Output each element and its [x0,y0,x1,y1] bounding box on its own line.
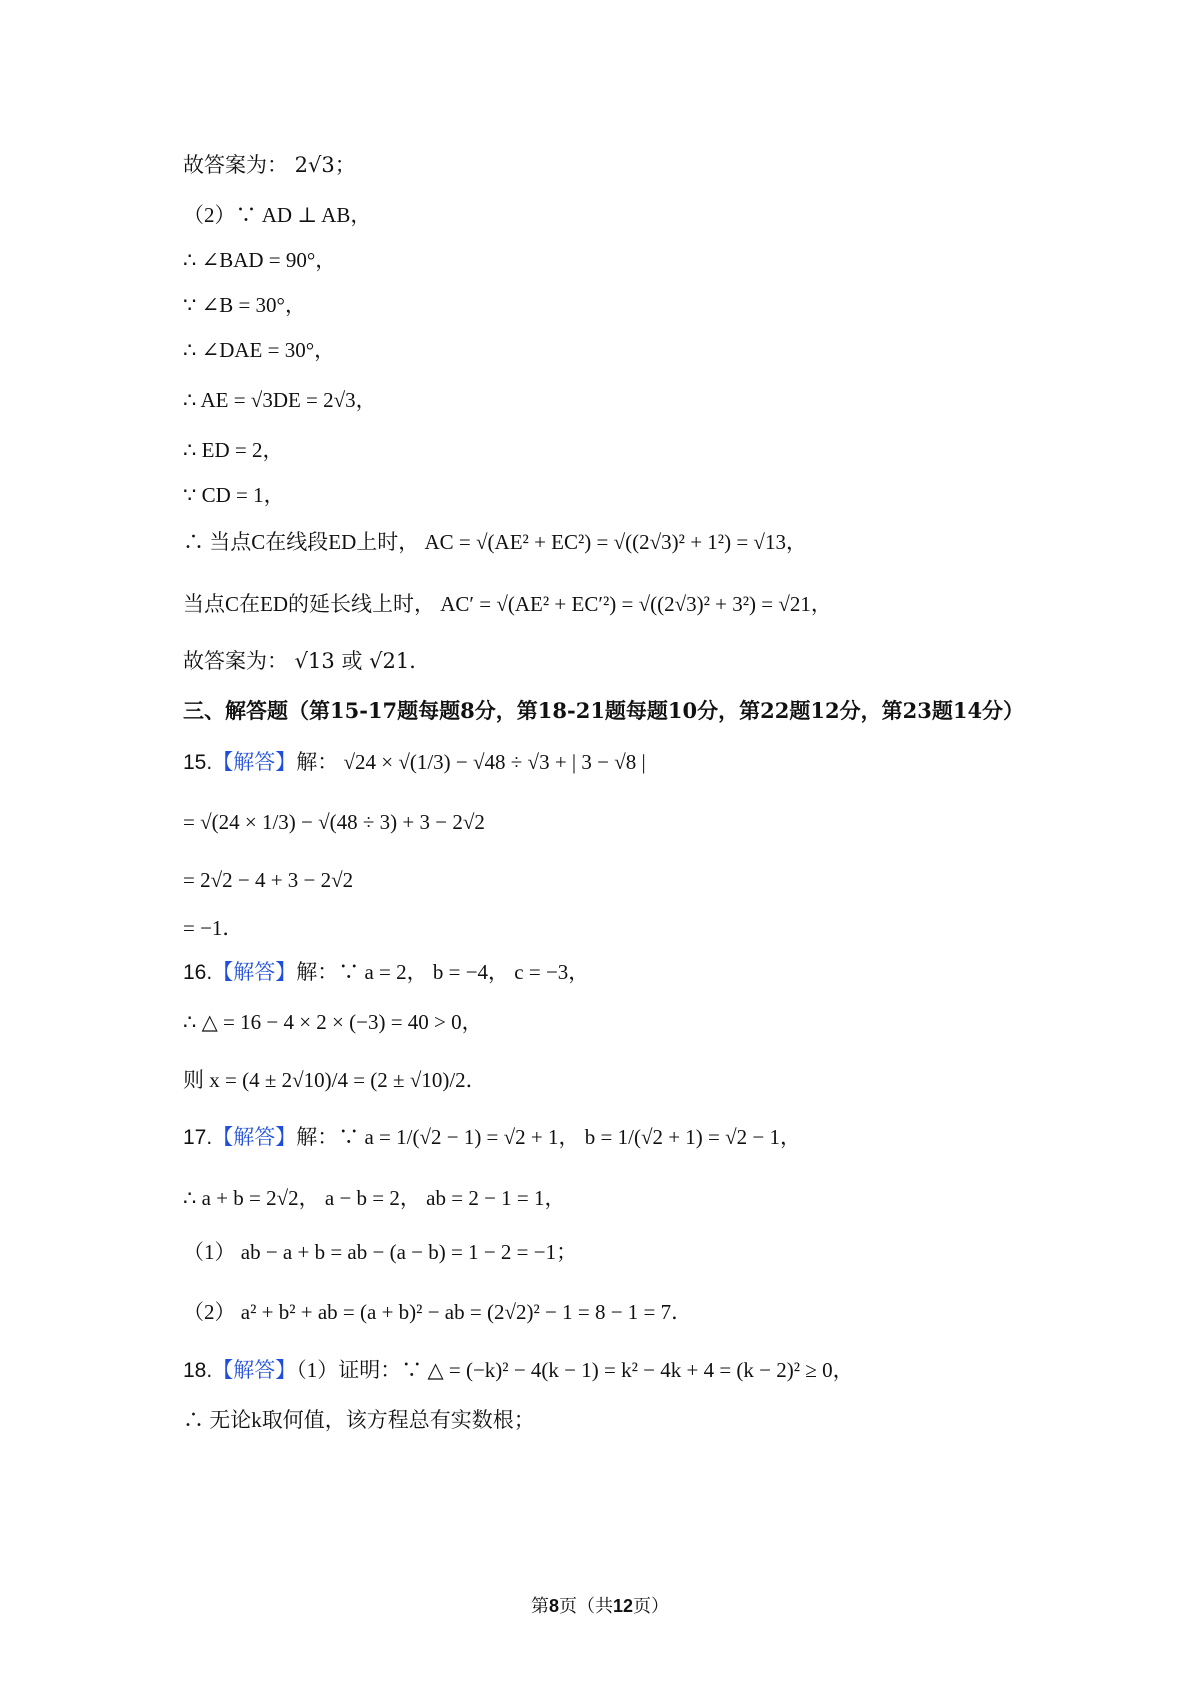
solution-step-2: （2）∵ AD ⊥ AB， [183,203,372,227]
problem-16-expression: 解：∵ a = 2， b = −4， c = −3， [296,960,590,984]
problem-17-number: 17. [183,1126,213,1149]
problem-18-line [183,1355,854,1386]
solution-step-4: ∵ ∠B = 30°， [183,293,306,317]
footer-page-number: 8 [548,1596,559,1616]
footer-middle: 页（共 [558,1596,613,1617]
problem-18-step-1: ∴ 无论k取何值，该方程总有实数根； [183,1408,535,1432]
problem-17-line [183,1122,801,1153]
problem-16-tag: 【解答】 [212,960,297,984]
problem-18-number: 18. [183,1359,213,1382]
problem-17-step-1: ∴ a + b = 2√2， a − b = 2， ab = 2 − 1 = 1， [183,1186,566,1210]
problem-15-expression: 解： √24 × √(1/3) − √48 ÷ √3 + | 3 − √8 | [296,750,646,774]
solution-step-7: ∴ ED = 2， [183,438,284,462]
problem-16-step-2: 则 x = (4 ± 2√10)/4 = (2 ± √10)/2． [183,1068,487,1092]
problem-15-line [183,747,646,778]
solution-step-3: ∴ ∠BAD = 90°， [183,248,337,272]
problem-15-step-1: = √(24 × 1/3) − √(48 ÷ 3) + 3 − 2√2 [183,810,485,834]
problem-16-number: 16. [183,961,213,984]
problem-18-expression: （1）证明：∵ △ = (−k)² − 4(k − 1) = k² − 4k + 4 = (k − 2)² ≥ 0， [296,1358,854,1382]
answer-line-1: 故答案为： 2√3； [183,153,356,177]
solution-step-8: ∵ CD = 1， [183,483,285,507]
section-heading: 三、解答题（第15-17题每题8分，第18-21题每题10分，第22题12分，第23题14分） [183,698,1025,723]
problem-17-expression: 解：∵ a = 1/(√2 − 1) = √2 + 1， b = 1/(√2 + 1) = √2 − 1， [296,1125,802,1149]
solution-step-9: ∴ 当点C在线段ED上时， AC = √(AE² + EC²) = √((2√3)² + 1²) = √13， [183,530,807,554]
solution-step-10: 当点C在ED的延长线上时， AC′ = √(AE² + EC′²) = √((2√3)² + 3²) = √21， [183,592,832,616]
answer-line-2: 故答案为： √13 或 √21． [183,649,431,673]
footer-prefix: 第 [530,1596,549,1617]
footer-suffix: 页） [633,1596,670,1617]
problem-18-tag: 【解答】 [212,1358,297,1382]
problem-15-step-2: = 2√2 − 4 + 3 − 2√2 [183,868,354,892]
problem-17-step-2: （1） ab − a + b = ab − (a − b) = 1 − 2 = −1； [183,1240,578,1264]
problem-15-step-3: = −1． [183,916,244,940]
problem-16-step-1: ∴ △ = 16 − 4 × 2 × (−3) = 40 > 0， [183,1010,483,1034]
page-footer [0,1592,1200,1618]
solution-step-5: ∴ ∠DAE = 30°， [183,338,336,362]
problem-15-tag: 【解答】 [212,750,297,774]
problem-16-line [183,957,589,988]
problem-17-step-3: （2） a² + b² + ab = (a + b)² − ab = (2√2)² − 1 = 8 − 1 = 7． [183,1300,693,1324]
solution-step-6: ∴ AE = √3DE = 2√3， [183,388,377,412]
problem-17-tag: 【解答】 [212,1125,297,1149]
problem-15-number: 15. [183,751,213,774]
footer-total-pages: 12 [612,1596,634,1616]
